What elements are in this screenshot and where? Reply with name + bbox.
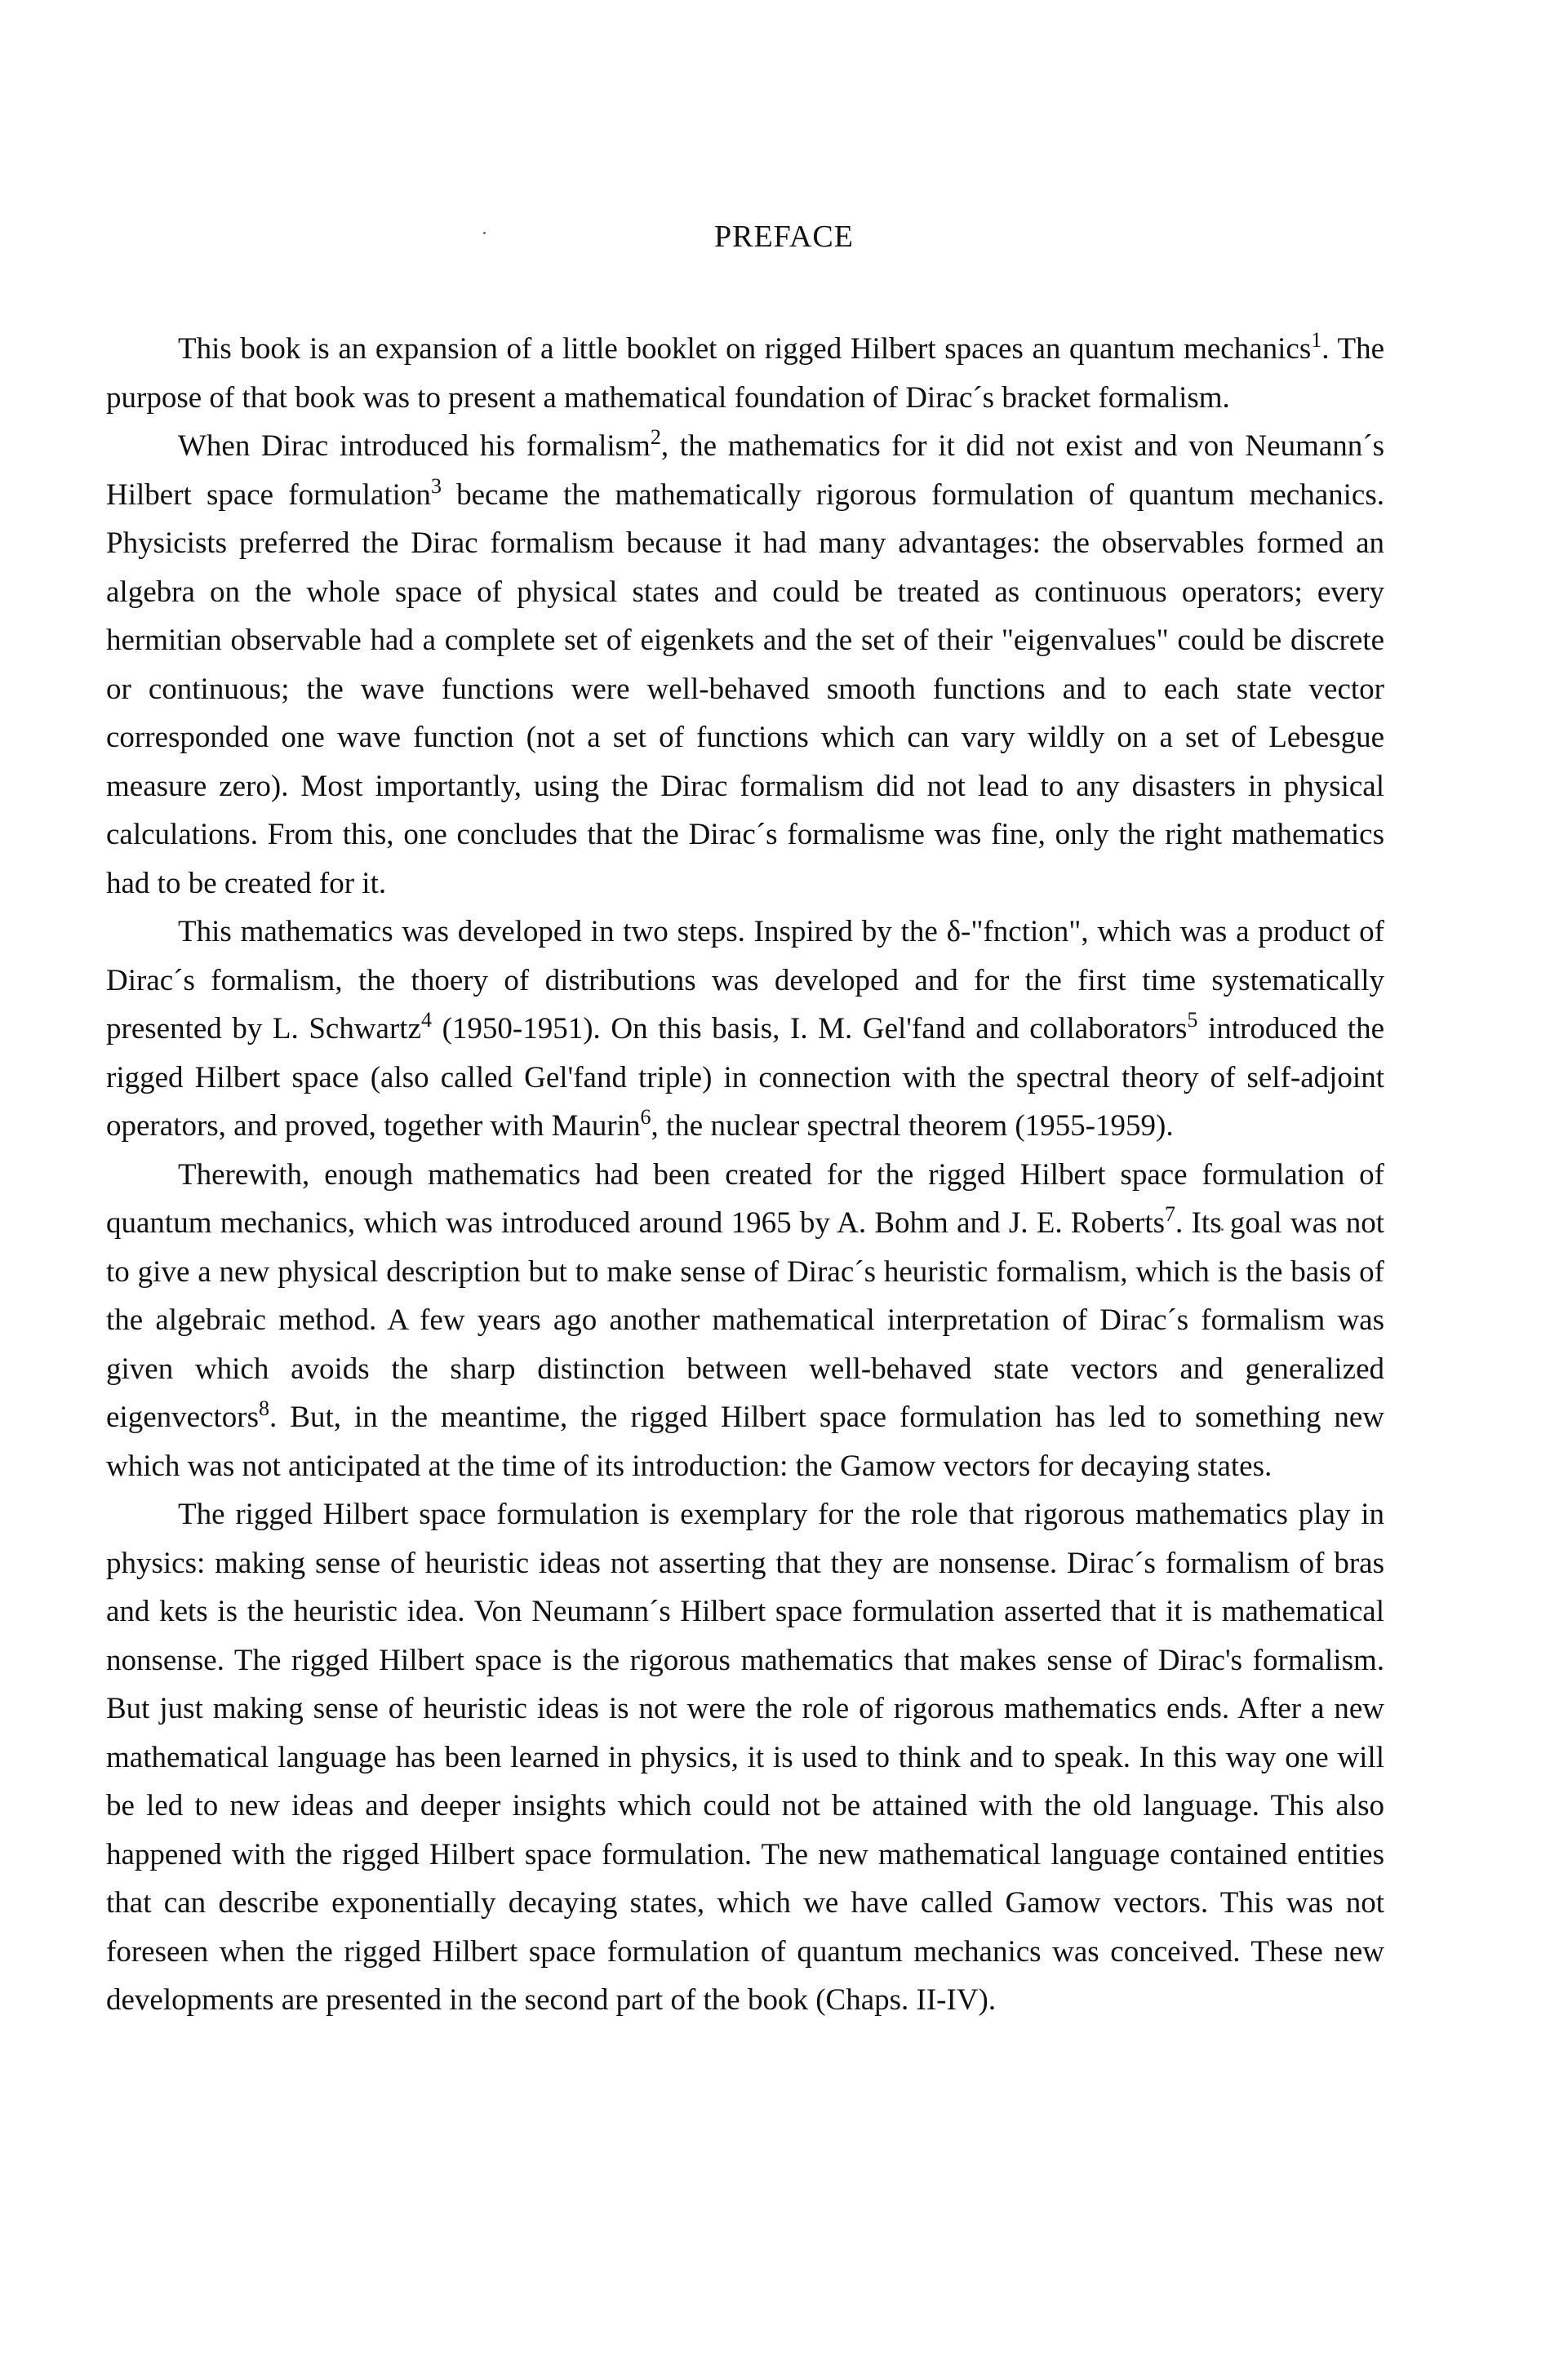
page-title: PREFACE (713, 220, 854, 254)
text-run: . But, in the meantime, the rigged Hilbert space formulation has led to something new which was not anticipated at the time of its introduction: the Gamow vectors for decaying states. (106, 1401, 1384, 1483)
paragraph-5 (106, 1490, 1384, 2025)
text-run: introduced the rigged Hilbert space (also called Gel'fand triple) in connection with the spectral theory of self-adjoint operators, and proved, together with Maurin (106, 1012, 1384, 1143)
text-run: became the mathematically rigorous formulation of quantum mechanics. Physicists preferred the Dirac formalism because it had many advantages: the observables formed an algebra on the whole space of physical states and could be treated as continuous operators; every hermitian observable had a complete set of eigenkets and the set of their "eigenvalues" could be discrete or continuous; the wave functions were well-behaved smooth functions and to each state vector corresponded one wave function (not a set of functions which can vary wildly on a set of Lebesgue measure zero). Most importantly, using the Dirac formalism did not lead to any disasters in physical calculations. From this, one concludes that the Dirac´s formalisme was fine, only the right mathematics had to be created for it. (106, 477, 1384, 900)
paragraph-2 (106, 422, 1384, 908)
text-run: (1950-1951). On this basis, I. M. Gel'fand and collaborators (432, 1012, 1188, 1046)
footnote-ref: 4 (421, 1008, 432, 1032)
footnote-ref: 5 (1187, 1008, 1198, 1032)
preface-body (106, 325, 1384, 2025)
text-run: , the mathematics for it did not exist and von Neumann´s Hilbert space formulation (106, 429, 1385, 512)
footnote-ref: 8 (258, 1396, 269, 1420)
paragraph-1 (106, 325, 1384, 422)
text-run: , the nuclear spectral theorem (1955-1959). (651, 1109, 1174, 1143)
paragraph-3 (106, 908, 1384, 1151)
text-run: Therewith, enough mathematics had been created for the rigged Hilbert space formulation of quantum mechanics, which was introduced around 1965 by A. Bohm and J. E. Roberts (106, 1157, 1384, 1240)
text-run: . The purpose of that book was to present a mathematical foundation of Dirac´s bracket formalism. (106, 332, 1384, 415)
footnote-ref: 7 (1165, 1202, 1176, 1226)
paragraph-4 (106, 1151, 1384, 1491)
text-run: . Its goal was not to give a new physical description but to make sense of Dirac´s heuristic formalism, which is the basis of the algebraic method. A few years ago another mathematical interpretation of Dirac´s formalism was given which avoids the sharp distinction between well-behaved state vectors and generalized eigenvectors (106, 1206, 1384, 1434)
footnote-ref: 6 (640, 1105, 651, 1129)
footnote-ref: 2 (650, 425, 661, 449)
footnote-ref: 1 (1311, 328, 1322, 352)
footnote-ref: 3 (430, 473, 442, 498)
text-run: This book is an expansion of a little booklet on rigged Hilbert spaces an quantum mechanics (178, 332, 1312, 366)
text-run: When Dirac introduced his formalism (178, 429, 651, 463)
scan-speck (483, 232, 486, 234)
text-run: The rigged Hilbert space formulation is exemplary for the role that rigorous mathematics play in physics: making sense of heuristic ideas not asserting that they are nonsense. Dirac´s formalism of bras and kets is the heuristic idea. Von Neumann´s Hilbert space formulation asserted that it is mathematical nonsense. The rigged Hilbert space is the rigorous mathematics that makes sense of Dirac's formalism. But just making sense of heuristic ideas is not were the role of rigorous mathematics ends. After a new mathematical language has been learned in physics, it is used to think and to speak. In this way one will be led to new ideas and deeper insights which could not be attained with the old language. This also happened with the rigged Hilbert space formulation. The new mathematical language contained entities that can describe exponentially decaying states, which we have called Gamow vectors. This was not foreseen when the rigged Hilbert space formulation of quantum mechanics was conceived. These new developments are presented in the second part of the book (Chaps. II-IV). (106, 1498, 1384, 2017)
text-run: This mathematics was developed in two steps. Inspired by the δ-"fnction", which was a product of Dirac´s formalism, the thoery of distributions was developed and for the first time systematically presented by L. Schwartz (106, 915, 1384, 1046)
